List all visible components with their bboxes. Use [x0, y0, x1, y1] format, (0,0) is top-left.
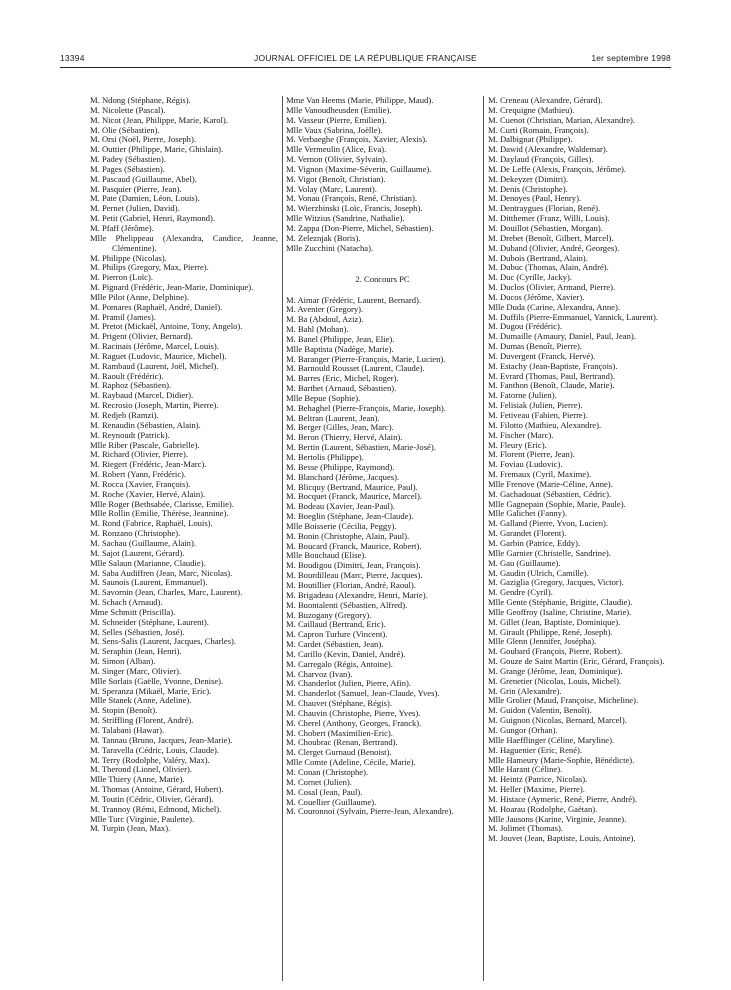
list-item: Mlle Harant (Céline). — [488, 764, 563, 775]
list-item: M. Redjeb (Ramzi). — [90, 410, 159, 420]
list-item: M. Chanderlot (Julien, Pierre, Afin). — [286, 678, 412, 689]
list-item: M. Galland (Pierre, Yvon, Lucien). — [488, 518, 609, 529]
list-item: M. Caillaud (Bertrand, Eric). — [286, 619, 386, 630]
list-item: M. Thomas (Antoine, Gérard, Hubert). — [90, 784, 224, 795]
list-item: M. Fremaux (Cyril, Maxime). — [488, 469, 592, 480]
page-header — [60, 53, 671, 68]
list-item: M. Roche (Xavier, Hervé, Alain). — [90, 488, 206, 499]
column-divider — [282, 96, 283, 981]
list-item: M. Evrard (Thomas, Paul, Bertrand). — [488, 370, 615, 381]
list-item: M. Jouvet (Jean, Baptiste, Louis, Antoine). — [488, 833, 636, 844]
list-item: Mlle Frenove (Marie-Céline, Anne). — [488, 478, 613, 489]
list-item: M. Pramil (James). — [90, 311, 156, 322]
list-item: M. Chauvet (Stéphane, Régis). — [286, 698, 392, 709]
list-item: M. Cardet (Sébastien, Jean). — [286, 639, 384, 650]
list-item: M. Sajot (Laurent, Gérard). — [90, 547, 185, 558]
list-item: M. Aimar (Frédéric, Laurent, Bernard). — [286, 294, 422, 305]
list-item: Mlle Stanek (Anne, Adeline). — [90, 695, 192, 706]
list-item: M. Behaghel (Pierre-François, Marie, Joseph). — [286, 402, 446, 413]
list-item: M. Grenetier (Nicolas, Louis, Michel). — [488, 675, 622, 686]
list-item: M. Renaudin (Sébastien, Alain). — [90, 419, 201, 430]
list-item: M. Daylaud (François, Gilles). — [488, 154, 594, 165]
list-item: M. Saunois (Laurent, Emmanuel). — [90, 577, 208, 588]
list-item: M. Turpin (Jean, Max). — [90, 823, 171, 834]
list-item: M. Buzogany (Gregory). — [286, 609, 372, 620]
list-item: M. Orsi (Noël, Pierre, Joseph). — [90, 134, 196, 145]
list-item: Mlle Sorlais (Gaëlle, Yvonne, Denise). — [90, 675, 224, 686]
list-item: M. Clerget Gurnaud (Benoist). — [286, 747, 392, 758]
list-item: M. Tannau (Bruno, Jacques, Jean-Marie). — [90, 734, 233, 745]
list-item: M. Girault (Philippe, René, Joseph). — [488, 626, 613, 637]
list-item: M. Racinais (Jérôme, Marcel, Louis). — [90, 341, 219, 352]
list-item: M. Gaudin (Ulrich, Camille). — [488, 567, 589, 578]
list-item: M. Ronzano (Christophe). — [90, 528, 181, 539]
list-item: M. Ba (Abdoul, Aziz). — [286, 314, 364, 325]
list-item: M. Gau (Guillaume). — [488, 557, 561, 568]
list-item: Mlle Gente (Stéphanie, Brigitte, Claudie). — [488, 597, 633, 608]
list-item: M. Zeleznjak (Boris). — [286, 232, 361, 243]
list-item: M. Vonau (François, René, Christian). — [286, 193, 417, 204]
list-item: M. Barres (Eric, Michel, Roger). — [286, 373, 399, 384]
list-item: M. Choubrac (Renan, Bertrand). — [286, 737, 398, 748]
list-item: M. Pages (Sébastien). — [90, 163, 165, 174]
list-item: M. Raguet (Ludovic, Maurice, Michel). — [90, 350, 227, 361]
list-item: M. Fanthon (Benoît, Claude, Marie). — [488, 380, 615, 391]
list-item: M. Talabani (Hawar). — [90, 725, 165, 735]
list-item: M. Singer (Marc, Olivier). — [90, 665, 182, 676]
list-item: M. Richard (Olivier, Pierre). — [90, 449, 188, 460]
list-item: Mlle Vaux (Sabrina, Joëlle). — [286, 124, 383, 135]
list-item: M. Vigot (Benoît, Christian). — [286, 173, 386, 184]
column-2 — [286, 96, 479, 981]
list-item: M. Estachy (Jean-Baptiste, François). — [488, 360, 618, 371]
list-item: M. Boutillier (Florian, André, Raoul). — [286, 579, 416, 590]
page-number: 13394 — [60, 53, 85, 63]
list-item: M. Gaziglia (Gregory, Jacques, Victor). — [488, 577, 624, 588]
list-item: M. Jolimet (Thomas). — [488, 823, 563, 834]
list-item: M. Baranger (Pierre-François, Marie, Lucien). — [286, 353, 446, 364]
list-item: M. Outtier (Philippe, Marie, Ghislain). — [90, 144, 224, 155]
list-item: Mme Van Heems (Marie, Philippe, Maud). — [286, 96, 434, 105]
list-item: Mlle Boisserie (Cécilia, Peggy). — [286, 520, 397, 531]
list-item: Mlle Vermeulin (Alice, Eva). — [286, 144, 387, 155]
name-list-columns — [90, 96, 675, 981]
list-item: M. Pascaud (Guillaume, Abel). — [90, 173, 197, 184]
list-item: M. Haguenier (Eric, René). — [488, 744, 583, 755]
list-item: M. Denis (Christophe). — [488, 183, 568, 194]
list-item: M. Avenier (Gregory). — [286, 304, 364, 315]
list-item: Mlle Glenn (Jennifer, Josépha). — [488, 636, 597, 647]
list-item: M. Conan (Christophe). — [286, 767, 369, 777]
list-item: M. Raphoz (Sébastien). — [90, 380, 172, 391]
list-item: M. Duffils (Pierre-Emmanuel, Yannick, Laurent). — [488, 311, 659, 322]
list-item: M. Raoult (Frédéric). — [90, 370, 164, 381]
list-item: M. Cuenot (Christian, Marian, Alexandre). — [488, 114, 636, 125]
list-item: M. Dawid (Alexandre, Waldemar). — [488, 144, 608, 155]
list-item: M. Bourdilleau (Marc, Pierre, Jacques). — [286, 570, 423, 581]
list-item: Mlle Haefflinger (Céline, Maryline). — [488, 734, 615, 745]
list-item: M. Toutin (Cédric, Olivier, Gérard). — [90, 793, 214, 804]
list-item: Mlle Phelippeau (Alexandra, Candice, Jeanne, Clémentine). — [90, 232, 278, 253]
list-item: M. Garandet (Florent). — [488, 528, 567, 539]
list-item: M. Sachau (Guillaume, Alain). — [90, 537, 196, 548]
list-item: M. Ducos (Jérôme, Xavier). — [488, 291, 585, 302]
list-item: M. Simon (Alban). — [90, 656, 156, 667]
list-item: M. Dekeyzer (Dimitri). — [488, 173, 569, 184]
list-item: M. Olie (Sébastien). — [90, 124, 160, 135]
list-item: M. Pretot (Mickaël, Antoine, Tony, Angelo). — [90, 321, 243, 332]
list-item: M. Vernon (Olivier, Sylvain). — [286, 154, 388, 165]
list-item: M. Brigadeau (Alexandre, Henri, Marie). — [286, 589, 428, 600]
list-item: M. Pierron (Loïc). — [90, 272, 154, 283]
list-item: M. Filotto (Mathieu, Alexandre). — [488, 419, 602, 430]
list-item: M. Recrosio (Joseph, Martin, Pierre). — [90, 400, 219, 411]
list-item: M. Grin (Alexandre). — [488, 685, 562, 696]
list-item: M. Selles (Sébastien, José). — [90, 626, 185, 637]
list-item: M. Schach (Arnaud). — [90, 597, 163, 608]
list-item: Mlle Thiery (Anne, Marie). — [90, 774, 185, 785]
list-item: M. Besse (Philippe, Raymond). — [286, 461, 395, 472]
list-item: M. Florent (Pierre, Jean). — [488, 449, 575, 460]
list-item: Mlle Baptista (Nadège, Marie). — [286, 343, 394, 354]
list-item: M. Heller (Maxime, Pierre). — [488, 784, 585, 795]
list-item: M. Reynoudt (Patrick). — [90, 429, 170, 440]
list-item: M. Raybaud (Marcel, Didier). — [90, 390, 194, 401]
list-item: M. Rambaud (Laurent, Joël, Michel). — [90, 360, 219, 371]
list-item: M. Hoarau (Rodolphe, Gaëtan). — [488, 803, 598, 814]
list-item: M. De Leffe (Alexis, François, Jérôme). — [488, 163, 627, 174]
list-item: M. Pasquier (Pierre, Jean). — [90, 183, 182, 194]
list-item: M. Fetiveau (Fabien, Pierre). — [488, 410, 588, 420]
list-item: M. Barthet (Arnaud, Sébastien). — [286, 383, 397, 394]
list-item: M. Bertolis (Philippe). — [286, 452, 364, 462]
list-item: M. Creneau (Alexandre, Gérard). — [488, 96, 603, 105]
list-item: M. Dumas (Benoît, Pierre). — [488, 341, 583, 352]
list-item: M. Nicolette (Pascal). — [90, 104, 166, 115]
list-item: M. Foviau (Ludovic). — [488, 459, 563, 470]
list-item: M. Charvoz (Ivan). — [286, 668, 353, 679]
list-item: Mlle Duda (Carine, Alexandra, Anne). — [488, 301, 620, 312]
list-item: M. Speranza (Mikaël, Marie, Eric). — [90, 685, 212, 696]
list-item: M. Berger (Gilles, Jean, Marc). — [286, 422, 394, 433]
list-item: M. Fleury (Eric). — [488, 439, 547, 450]
list-item: M. Heintz (Patrice, Nicolas). — [488, 774, 588, 785]
list-item: M. Blicquy (Bertrand, Maurice, Paul). — [286, 481, 418, 492]
list-item: Mlle Bouchaud (Elise). — [286, 550, 367, 561]
list-item: Mlle Grolier (Maud, Françoise, Micheline). — [488, 695, 639, 706]
list-item: M. Boucard (Franck, Maurice, Robert). — [286, 540, 422, 551]
list-item: Mlle Vanoudheusden (Emilie). — [286, 104, 392, 115]
list-item: M. Chanderlot (Samuel, Jean-Claude, Yves). — [286, 688, 440, 699]
list-item: M. Vignon (Maxime-Séverin, Guillaume). — [286, 163, 432, 174]
list-item: M. Seraphin (Jean, Henri). — [90, 646, 182, 657]
list-item: M. Gachadouat (Sébastien, Cédric). — [488, 488, 612, 499]
list-item: M. Curti (Romain, François). — [488, 124, 589, 135]
list-item: M. Bertin (Laurent, Sébastien, Marie-José). — [286, 442, 436, 453]
list-item: M. Drebet (Benoît, Gilbert, Marcel). — [488, 232, 614, 243]
list-item: Mlle Bepue (Sophie). — [286, 392, 361, 403]
list-item: M. Cherel (Anthony, Georges, Franck). — [286, 717, 422, 728]
list-item: M. Sens-Salis (Laurent, Jacques, Charles). — [90, 636, 237, 647]
column-3 — [488, 96, 678, 981]
list-item: M. Gendre (Cyril). — [488, 587, 553, 598]
list-item: M. Felisiak (Julien, Pierre). — [488, 400, 583, 411]
list-item: M. Denoyes (Paul, Henry). — [488, 193, 582, 204]
list-item: M. Bodeau (Xavier, Jean-Paul). — [286, 501, 395, 512]
list-item: M. Savornin (Jean, Charles, Marc, Laurent). — [90, 587, 243, 598]
list-item: M. Pomares (Raphaël, André, Daniel). — [90, 301, 223, 312]
list-item: Mlle Witzius (Sandrine, Nathalie). — [286, 213, 405, 224]
list-item: Mme Schmitt (Priscilla). — [90, 606, 176, 617]
list-item: M. Blanchard (Jérôme, Jacques). — [286, 471, 400, 482]
list-item: Mlle Hameury (Marie-Sophie, Bénédicte). — [488, 754, 635, 765]
list-item: M. Duband (Olivier, André, Georges). — [488, 242, 620, 253]
list-item: M. Saba Audiffren (Jean, Marc, Nicolas). — [90, 567, 233, 578]
list-item: M. Nicot (Jean, Philippe, Marie, Karol). — [90, 114, 228, 125]
list-item: M. Robert (Yann, Frédéric). — [90, 469, 187, 480]
list-item: M. Cosal (Jean, Paul). — [286, 786, 363, 797]
list-item: M. Histace (Aymeric, René, Pierre, André). — [488, 793, 638, 804]
list-item: M. Stopin (Benoît). — [90, 705, 158, 716]
list-item: M. Crequigne (Mathieu). — [488, 104, 575, 115]
list-item: Mlle Zucchini (Natacha). — [286, 242, 374, 253]
list-item: M. Fischer (Marc). — [488, 429, 554, 440]
list-item: M. Banel (Philippe, Jean, Elie). — [286, 333, 395, 344]
section-heading: 2. Concours PC — [355, 273, 410, 284]
list-item: M. Couellier (Guillaume). — [286, 796, 377, 807]
list-item: M. Gungor (Orhan). — [488, 725, 558, 735]
list-item: M. Goubard (François, Pierre, Robert). — [488, 646, 623, 657]
list-item: M. Prigent (Olivier, Bernard). — [90, 331, 193, 342]
list-item: M. Chobert (Maximilien-Eric). — [286, 727, 393, 738]
list-item: M. Capron Turlure (Vincent). — [286, 629, 388, 640]
list-item: M. Verbaeghe (François, Xavier, Alexis). — [286, 134, 428, 145]
list-item: Mlle Rollin (Emilie, Thérèse, Jeannine). — [90, 508, 229, 519]
list-item: Mlle Gagnepain (Sophie, Marie, Paule). — [488, 498, 626, 509]
column-divider — [483, 96, 484, 981]
list-item: M. Ndong (Stéphane, Régis). — [90, 96, 191, 105]
list-item: M. Bonin (Christophe, Alain, Paul). — [286, 530, 410, 541]
list-item: M. Buontalenti (Sébastien, Alfred). — [286, 599, 408, 610]
list-item: M. Trannoy (Rémi, Edmond, Michel). — [90, 803, 222, 814]
list-item: M. Couronnoi (Sylvain, Pierre-Jean, Alexandre). — [286, 806, 454, 817]
list-item: M. Ditthemer (Franz, Willi, Louis). — [488, 213, 610, 224]
list-item: M. Dentraygues (Florian, René). — [488, 203, 601, 214]
list-item: M. Duvergent (Franck, Hervé). — [488, 350, 596, 361]
list-item: M. Bahl (Mohan). — [286, 324, 349, 335]
list-item: Mlle Geoffroy (Isaline, Christine, Marie). — [488, 606, 632, 617]
list-item: M. Riegert (Frédéric, Jean-Marc). — [90, 459, 207, 470]
list-item: Mlle Roger (Bethsabée, Clarisse, Emilie). — [90, 498, 234, 509]
list-item: M. Volay (Marc, Laurent). — [286, 183, 377, 194]
list-item: M. Dugou (Frédéric). — [488, 321, 562, 332]
list-item: M. Pate (Damien, Léon, Louis). — [90, 193, 200, 204]
list-item: M. Guignon (Nicolas, Bernard, Marcel). — [488, 715, 627, 726]
list-item: M. Fatorne (Julien). — [488, 390, 557, 401]
list-item: M. Chauvin (Christophe, Pierre, Yves). — [286, 707, 421, 718]
list-item: M. Grange (Jérôme, Jean, Dominique). — [488, 665, 623, 676]
list-item: M. Gillet (Jean, Baptiste, Dominique). — [488, 616, 621, 627]
issue-date: 1er septembre 1998 — [591, 53, 671, 63]
list-item: M. Pfaff (Jérôme). — [90, 222, 154, 233]
list-item: Mlle Pilot (Anne, Delphine). — [90, 291, 190, 302]
list-item: M. Philippe (Nicolas). — [90, 252, 167, 263]
list-item: Mlle Riber (Pascale, Gabrielle). — [90, 439, 200, 450]
list-item: Mlle Jausons (Karine, Virginie, Jeanne). — [488, 813, 627, 824]
list-item: M. Terry (Rodolphe, Valéry, Max). — [90, 754, 210, 765]
list-item: M. Zappa (Don-Pierre, Michel, Sébastien). — [286, 222, 434, 233]
list-item: M. Dumaille (Amaury, Daniel, Paul, Jean). — [488, 331, 636, 342]
column-1 — [90, 96, 278, 981]
list-item: M. Pignard (Frédéric, Jean-Marie, Dominique). — [90, 282, 254, 293]
list-item: M. Barnould Rousset (Laurent, Claude). — [286, 363, 425, 374]
journal-title: JOURNAL OFFICIEL DE LA RÉPUBLIQUE FRANÇAISE — [254, 53, 477, 63]
list-item: M. Boudigou (Dimitri, Jean, François). — [286, 560, 421, 571]
list-item: M. Garbin (Patrice, Eddy). — [488, 537, 581, 548]
list-item: M. Cornet (Julien). — [286, 776, 352, 787]
list-item: M. Rond (Fabrice, Raphaël, Louis). — [90, 518, 213, 529]
list-item: M. Padey (Sébastien). — [90, 154, 166, 165]
list-item: Mlle Salaun (Marianne, Claudie). — [90, 557, 206, 568]
list-item: M. Dubuc (Thomas, Alain, André). — [488, 262, 609, 273]
list-item: M. Duclos (Olivier, Armand, Pierre). — [488, 282, 616, 293]
list-item: M. Douillot (Sébastien, Morgan). — [488, 222, 603, 233]
list-item: M. Beltran (Laurent, Jean). — [286, 412, 380, 423]
list-item: M. Dubois (Bertrand, Alain). — [488, 252, 588, 263]
list-item: M. Gouze de Saint Martin (Eric, Gérard, François). — [488, 656, 665, 667]
list-item: Mlle Galichet (Fanny). — [488, 508, 567, 519]
list-item: M. Duc (Cyrille, Jacky). — [488, 272, 573, 283]
list-item: Mlle Comte (Adeline, Cécile, Marie). — [286, 757, 416, 768]
list-item: M. Beron (Thierry, Hervé, Alain). — [286, 432, 403, 443]
list-item: M. Wierzbinski (Loïc, Francis, Joseph). — [286, 203, 423, 214]
list-item: M. Vasseur (Pierre, Emilien). — [286, 114, 387, 125]
list-item: M. Taravella (Cédric, Louis, Claude). — [90, 744, 220, 755]
list-item: M. Schneider (Stéphane, Laurent). — [90, 616, 209, 627]
list-item: Mlle Garnier (Christelle, Sandrine). — [488, 547, 611, 558]
list-item: M. Guidon (Valentin, Benoît). — [488, 705, 592, 716]
list-item: M. Dalbignat (Philippe). — [488, 134, 573, 145]
list-item: M. Bocquet (Franck, Maurice, Marcel). — [286, 491, 423, 502]
list-item: M. Rocca (Xavier, François). — [90, 478, 191, 489]
list-item: M. Striffling (Florent, André). — [90, 715, 194, 726]
list-item: M. Pernet (Julien, David). — [90, 203, 180, 214]
list-item: M. Philips (Gregory, Max, Pierre). — [90, 262, 209, 273]
list-item: M. Carillo (Kevin, Daniel, André). — [286, 648, 406, 659]
list-item: M. Therond (Lionel, Olivier). — [90, 764, 192, 775]
list-item: M. Boeglin (Stéphane, Jean-Claude). — [286, 511, 414, 522]
list-item: Mlle Turc (Virginie, Paulette). — [90, 813, 195, 824]
list-item: M. Petit (Gabriel, Henri, Raymond). — [90, 213, 216, 224]
list-item: M. Carregalo (Régis, Antoine). — [286, 658, 393, 669]
